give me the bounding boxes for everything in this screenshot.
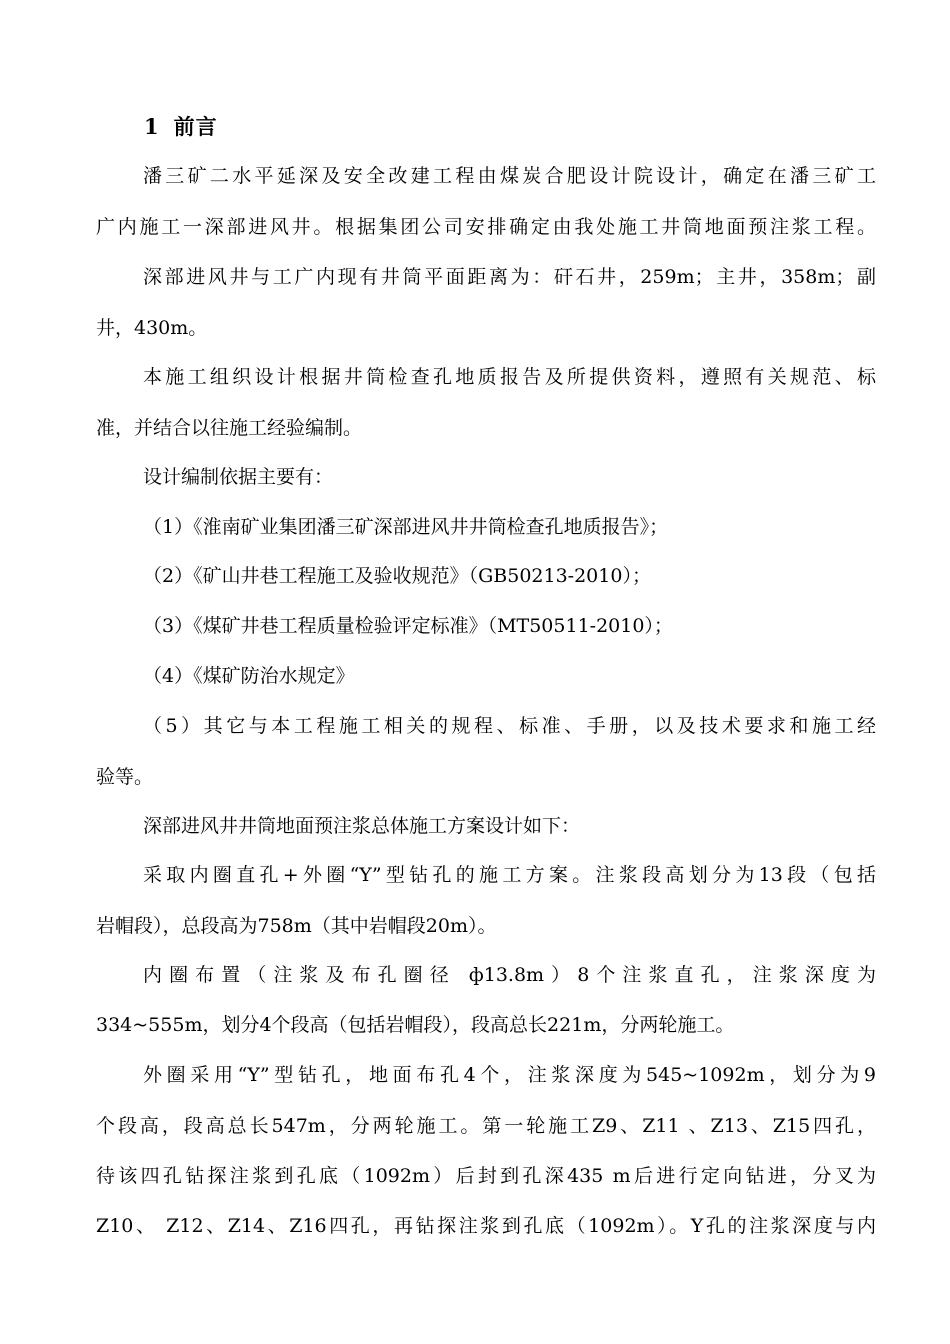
paragraph-line: 个段高，段高总长547m，分两轮施工。第一轮施工Z9、Z11 、Z13、Z15四孔， [96,1115,876,1137]
paragraph-line: 岩帽段），总段高为758m（其中岩帽段20m）。 [96,915,497,937]
paragraph-line: 内圈布置（注浆及布孔圈径 ф13.8m）8个注浆直孔，注浆深度为 [143,964,876,986]
paragraph-line: 外圈采用“Y”型钻孔，地面布孔4个，注浆深度为545~1092m，划分为9 [143,1064,876,1086]
paragraph-line: 验等。 [96,766,154,788]
paragraph-line: 待该四孔钻探注浆到孔底（1092m）后封到孔深435 m后进行定向钻进，分叉为 [96,1165,876,1187]
paragraph-line: Z10、 Z12、Z14、Z16四孔，再钻探注浆到孔底（1092m）。Y孔的注浆深度与内 [96,1215,876,1237]
paragraph-line: 潘三矿二水平延深及安全改建工程由煤炭合肥设计院设计，确定在潘三矿工 [143,165,876,187]
reference-item: （4）《煤矿防治水规定》 [143,665,355,687]
paragraph-line: 设计编制依据主要有： [143,466,334,488]
paragraph-line: 334~555m，划分4个段高（包括岩帽段），段高总长221m，分两轮施工。 [96,1014,735,1036]
reference-item: （5）其它与本工程施工相关的规程、标准、手册，以及技术要求和施工经 [143,715,876,737]
paragraph-line: 广内施工一深部进风井。根据集团公司安排确定由我处施工井筒地面预注浆工程。 [96,216,876,238]
section-number: 1 [144,114,160,139]
paragraph-line: 井，430m。 [96,317,208,339]
reference-item: （1）《淮南矿业集团潘三矿深部进风井井筒检查孔地质报告》； [143,516,669,538]
reference-item: （3）《煤矿井巷工程质量检验评定标准》（MT50511-2010）； [143,615,673,637]
paragraph-line: 采取内圈直孔+外圈“Y”型钻孔的施工方案。注浆段高划分为13段（包括 [143,864,876,886]
reference-item: （2）《矿山井巷工程施工及验收规范》（GB50213-2010）； [143,565,651,587]
paragraph-line: 准，并结合以往施工经验编制。 [96,417,363,439]
paragraph-line: 本施工组织设计根据井筒检查孔地质报告及所提供资料，遵照有关规范、标 [143,366,876,388]
paragraph-line: 深部进风井井筒地面预注浆总体施工方案设计如下： [143,815,581,837]
paragraph-line: 深部进风井与工广内现有井筒平面距离为：矸石井，259m；主井，358m；副 [143,266,876,288]
section-title: 前言 [173,114,218,139]
section-heading [144,112,218,142]
